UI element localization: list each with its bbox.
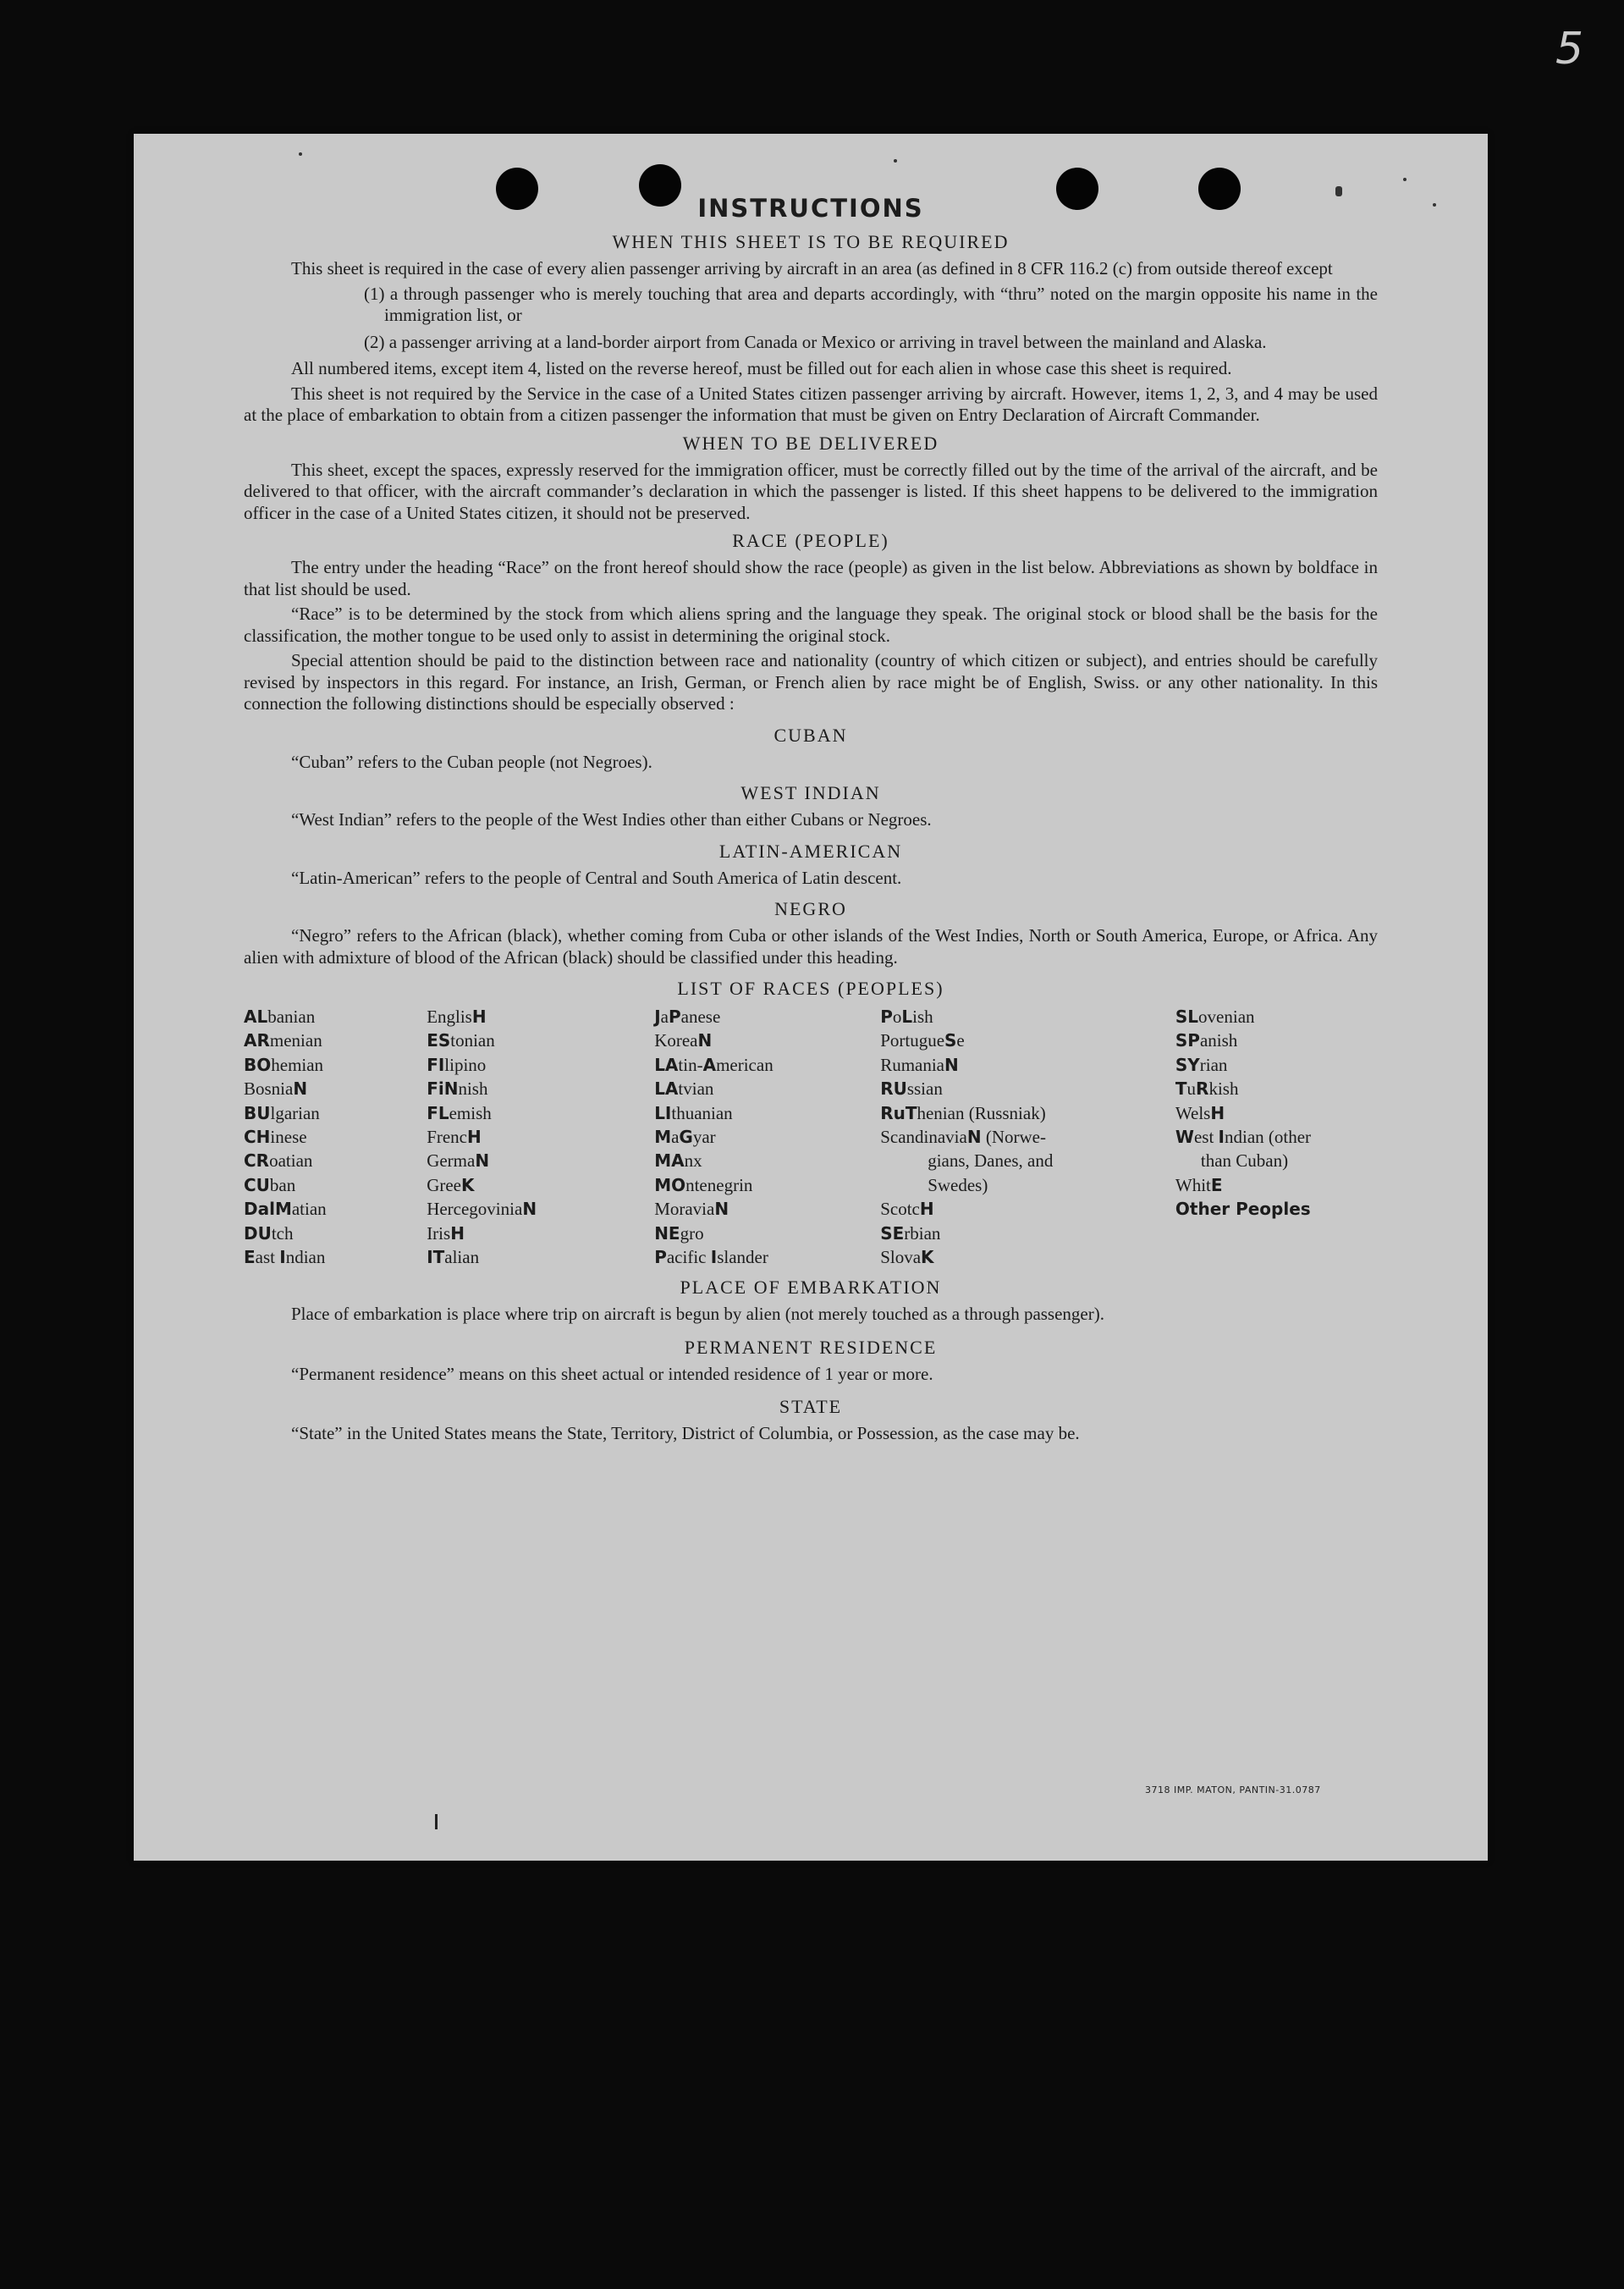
heading-place-of-embarkation: PLACE OF EMBARKATION [680, 1277, 942, 1299]
heading-when-required: WHEN THIS SHEET IS TO BE REQUIRED [612, 231, 1010, 252]
race-text: ssian [906, 1078, 943, 1100]
race-abbreviation: AR [244, 1030, 270, 1051]
race-text: Scotc [880, 1199, 920, 1220]
race-text: than Cuban) [1200, 1150, 1289, 1172]
race-entry [1175, 1101, 1378, 1125]
race-abbreviation: BO [244, 1054, 272, 1075]
race-abbreviation: N [522, 1199, 537, 1220]
race-abbreviation: CU [244, 1174, 270, 1195]
race-text: hemian [271, 1054, 324, 1075]
race-text: (Norwe- [981, 1127, 1046, 1148]
race-entry [427, 1101, 654, 1125]
race-abbreviation: LI [654, 1102, 672, 1123]
race-abbreviation: FL [427, 1102, 449, 1123]
race-entry [244, 1222, 427, 1245]
race-abbreviation: A [702, 1054, 717, 1075]
race-abbreviation: M [274, 1199, 292, 1220]
race-text: ovenian [1198, 1007, 1255, 1027]
race-entry [1175, 1029, 1378, 1052]
paragraph: “Permanent residence” means on this sheet actual or intended residence of 1 year or more. [291, 1363, 933, 1384]
race-abbreviation: SL [1175, 1007, 1199, 1027]
race-entry [880, 1173, 1175, 1197]
race-abbreviation: P [668, 1007, 681, 1027]
paragraph: “Cuban” refers to the Cuban people (not Negroes). [291, 751, 652, 772]
race-text: thuanian [671, 1102, 733, 1123]
speck [894, 159, 897, 163]
race-entry [880, 1245, 1175, 1269]
race-entry [654, 1077, 880, 1100]
race-text: gians, Danes, and [928, 1150, 1054, 1172]
race-abbreviation: SY [1175, 1054, 1200, 1075]
race-abbreviation: N [293, 1078, 308, 1100]
race-abbreviation: H [467, 1127, 482, 1148]
race-text: Scandinavia [880, 1127, 967, 1148]
race-abbreviation: S [944, 1030, 957, 1051]
race-abbreviation: ES [427, 1030, 451, 1051]
race-abbreviation: RU [880, 1078, 907, 1100]
race-entry [654, 1053, 880, 1077]
race-text: nish [458, 1078, 488, 1100]
race-entry [1175, 1173, 1378, 1197]
race-entry [654, 1125, 880, 1149]
race-text: kish [1208, 1078, 1239, 1100]
race-text: Hercegovinia [427, 1199, 523, 1220]
race-entry [880, 1101, 1175, 1125]
speck [1433, 203, 1436, 207]
race-abbreviation: MA [654, 1150, 685, 1172]
paragraph: This sheet is required in the case of every alien passenger arriving by aircraft in an area (as defined in 8 CFR 116.2 (c) from outside thereof except [291, 258, 1333, 279]
race-text: tonian [450, 1030, 495, 1051]
race-abbreviation: J [654, 1007, 661, 1027]
race-entry [427, 1005, 654, 1029]
race-abbreviation: R [1196, 1078, 1209, 1100]
list-item: (1) a through passenger who is merely touching that area and departs accordingly, with “thru” noted on the margin opposite his name in the immigration list, or [364, 283, 1378, 325]
race-text: Iris [427, 1222, 451, 1244]
sheet-content [244, 191, 1378, 1445]
race-text: e [956, 1030, 965, 1051]
heading-permanent-residence: PERMANENT RESIDENCE [684, 1336, 938, 1358]
list-item: (2) a passenger arriving at a land-border airport from Canada or Mexico or arriving in travel between the mainland and Alaska. [364, 331, 1267, 352]
race-abbreviation: N [443, 1078, 459, 1100]
race-entry [880, 1005, 1175, 1029]
race-text: oatian [269, 1150, 313, 1172]
race-abbreviation: Ru [880, 1102, 906, 1123]
page-title: INSTRUCTIONS [697, 194, 924, 223]
paragraph: “State” in the United States means the State, Territory, District of Columbia, or Possession, as the case may be. [291, 1423, 1080, 1444]
race-text: a [671, 1127, 680, 1148]
race-text: anish [1199, 1030, 1238, 1051]
race-text: ndian (other [1224, 1127, 1312, 1148]
race-abbreviation: T [905, 1102, 917, 1123]
race-abbreviation: H [919, 1199, 934, 1220]
race-text: ban [269, 1174, 296, 1195]
heading-negro: NEGRO [774, 898, 847, 919]
race-entry [654, 1149, 880, 1172]
race-abbreviation: SE [880, 1222, 905, 1244]
race-text: rbian [904, 1222, 941, 1244]
race-abbreviation: H [450, 1222, 465, 1244]
heading-west-indian: WEST INDIAN [740, 782, 881, 803]
paragraph: Special attention should be paid to the distinction between race and nationality (country of which citizen or subject), and entries should be carefully revised by inspectors in this regard. For instance, an Irish, German, or French alien by race might be of English, Swiss. or any other nationality. In this connection the following distinctions should be especially observed : [244, 650, 1378, 714]
race-text: ndian [285, 1247, 326, 1268]
race-text: tin- [678, 1054, 703, 1075]
paragraph: Place of embarkation is place where trip on aircraft is begun by alien (not merely touched as a through passenger). [291, 1304, 1104, 1325]
race-entry [880, 1149, 1175, 1172]
heading-state: STATE [779, 1396, 843, 1418]
race-text: Wels [1175, 1102, 1211, 1123]
race-abbreviation: MO [654, 1174, 686, 1195]
race-entry [427, 1077, 654, 1100]
race-text: alian [444, 1247, 480, 1268]
race-entry [244, 1101, 427, 1125]
race-abbreviation: H [471, 1007, 487, 1027]
race-text: emish [449, 1102, 492, 1123]
race-entry [427, 1173, 654, 1197]
race-entry [427, 1245, 654, 1269]
race-abbreviation: DU [244, 1222, 272, 1244]
race-entry [1175, 1005, 1378, 1029]
race-entry [880, 1053, 1175, 1077]
race-entry [654, 1005, 880, 1029]
race-text: Korea [654, 1030, 698, 1051]
race-text: ntenegrin [685, 1174, 753, 1195]
race-text: o [892, 1007, 902, 1027]
paragraph: All numbered items, except item 4, listed on the reverse hereof, must be filled out for each alien in whose case this sheet is required. [291, 358, 1232, 378]
race-abbreviation: E [244, 1247, 256, 1268]
race-entry [244, 1029, 427, 1052]
race-text: Germa [427, 1150, 476, 1172]
races-column [1175, 1005, 1378, 1269]
race-text: nx [684, 1150, 702, 1172]
race-abbreviation: Other Peoples [1175, 1199, 1311, 1220]
race-abbreviation: M [654, 1127, 672, 1148]
race-text: inese [270, 1127, 307, 1148]
race-abbreviation: N [475, 1150, 490, 1172]
race-entry [244, 1173, 427, 1197]
race-abbreviation: T [1175, 1078, 1187, 1100]
race-entry [1175, 1125, 1378, 1149]
race-entry [654, 1222, 880, 1245]
race-entry [1175, 1077, 1378, 1100]
pencil-tick [435, 1814, 438, 1829]
paragraph: This sheet, except the spaces, expressly reserved for the immigration officer, must be correctly filled out by the time of the arrival of the aircraft, and be delivered to that officer, with the aircraft commander’s declaration in which the passenger is listed. If this sheet happens to be delivered to the immigration officer in the case of a United States citizen, it should not be preserved. [244, 459, 1378, 523]
instruction-sheet [134, 134, 1488, 1861]
race-text: Portugue [880, 1030, 945, 1051]
races-column [880, 1005, 1175, 1269]
race-entry [654, 1173, 880, 1197]
race-abbreviation: N [714, 1199, 729, 1220]
speck [1403, 178, 1407, 181]
race-entry [244, 1077, 427, 1100]
race-entry [244, 1149, 427, 1172]
race-abbreviation: Fi [427, 1078, 444, 1100]
race-text: lipino [444, 1054, 487, 1075]
printer-imprint: 3718 IMP. MATON, PANTIN-31.0787 [1145, 1784, 1321, 1795]
race-abbreviation: K [461, 1174, 475, 1195]
race-abbreviation: I [1218, 1127, 1225, 1148]
race-text: ast [255, 1247, 280, 1268]
race-entry [244, 1245, 427, 1269]
race-abbreviation: G [679, 1127, 693, 1148]
race-abbreviation: FI [427, 1054, 445, 1075]
races-column [427, 1005, 654, 1269]
race-text: est [1193, 1127, 1219, 1148]
heading-latin-american: LATIN-AMERICAN [718, 840, 903, 862]
race-text: menian [269, 1030, 322, 1051]
race-abbreviation: CH [244, 1127, 271, 1148]
heading-cuban: CUBAN [773, 724, 848, 746]
race-abbreviation: E [1210, 1174, 1223, 1195]
race-text: tvian [678, 1078, 714, 1100]
races-column [654, 1005, 880, 1269]
race-entry [244, 1053, 427, 1077]
race-abbreviation: P [654, 1247, 667, 1268]
race-entry [654, 1101, 880, 1125]
race-abbreviation: K [921, 1247, 934, 1268]
race-entry [244, 1197, 427, 1221]
race-abbreviation: BU [244, 1102, 271, 1123]
race-entry [654, 1197, 880, 1221]
race-text: rian [1199, 1054, 1228, 1075]
race-text: banian [267, 1007, 316, 1027]
heading-list-of-races: LIST OF RACES (PEOPLES) [677, 978, 944, 999]
race-text: ish [912, 1007, 933, 1027]
race-text: Swedes) [928, 1174, 988, 1195]
race-abbreviation: I [710, 1247, 718, 1268]
race-text: yar [692, 1127, 716, 1148]
race-abbreviation: N [944, 1054, 959, 1075]
race-entry [244, 1005, 427, 1029]
race-text: Frenc [427, 1127, 468, 1148]
race-abbreviation: CR [244, 1150, 270, 1172]
race-entry [880, 1029, 1175, 1052]
race-abbreviation: SP [1175, 1030, 1200, 1051]
race-abbreviation: LA [654, 1078, 679, 1100]
paragraph: “Negro” refers to the African (black), whether coming from Cuba or other islands of the West Indies, North or South America, Europe, or Africa. Any alien with admixture of blood of the African (black) should be classified under this heading. [244, 925, 1378, 968]
race-abbreviation: N [966, 1127, 982, 1148]
race-entry [654, 1029, 880, 1052]
race-entry [654, 1245, 880, 1269]
race-entry [880, 1125, 1175, 1149]
heading-when-delivered: WHEN TO BE DELIVERED [682, 432, 939, 454]
paragraph: “Latin-American” refers to the people of Central and South America of Latin descent. [291, 867, 902, 888]
race-entry [427, 1125, 654, 1149]
race-abbreviation: IT [427, 1247, 445, 1268]
race-text: acific [666, 1247, 711, 1268]
race-text: Moravia [654, 1199, 715, 1220]
paragraph: The entry under the heading “Race” on the front hereof should show the race (people) as given in the list below. Abbreviations as shown by boldface in that list should be used. [244, 557, 1378, 599]
heading-race: RACE (PEOPLE) [732, 530, 889, 551]
race-text: merican [716, 1054, 773, 1075]
race-abbreviation: N [697, 1030, 713, 1051]
race-abbreviation: NE [654, 1222, 680, 1244]
race-entry [880, 1222, 1175, 1245]
race-entry [427, 1197, 654, 1221]
race-text: lgarian [270, 1102, 320, 1123]
race-entry [427, 1222, 654, 1245]
race-text: Whit [1175, 1174, 1211, 1195]
race-abbreviation: W [1175, 1127, 1194, 1148]
race-abbreviation: H [1210, 1102, 1225, 1123]
race-entry [880, 1077, 1175, 1100]
race-text: Englis [427, 1007, 472, 1027]
speck [299, 152, 302, 156]
paragraph: “West Indian” refers to the people of the West Indies other than either Cubans or Negroes. [291, 809, 932, 830]
race-entry [427, 1149, 654, 1172]
race-abbreviation: L [901, 1007, 913, 1027]
race-text: Rumania [880, 1054, 945, 1075]
race-abbreviation: LA [654, 1054, 679, 1075]
race-entry [427, 1053, 654, 1077]
races-column [244, 1005, 427, 1269]
race-entry [1175, 1197, 1378, 1221]
paragraph: “Race” is to be determined by the stock from which aliens spring and the language they speak. The original stock or blood shall be the basis for the classification, the mother tongue to be used only to assist in determining the original stock. [244, 604, 1378, 646]
race-text: gro [680, 1222, 704, 1244]
race-text: anese [680, 1007, 721, 1027]
race-abbreviation: AL [244, 1007, 268, 1027]
race-text: Slova [880, 1247, 922, 1268]
race-abbreviation: Dal [244, 1199, 275, 1220]
corner-handwritten-mark: 5 [1555, 24, 1584, 74]
race-entry [880, 1197, 1175, 1221]
race-text: Gree [427, 1174, 461, 1195]
race-entry [427, 1029, 654, 1052]
race-text: a [660, 1007, 669, 1027]
race-text: henian (Russniak) [917, 1102, 1046, 1123]
races-list [244, 1005, 1378, 1269]
race-entry [1175, 1053, 1378, 1077]
race-text: atian [291, 1199, 327, 1220]
race-text: tch [271, 1222, 294, 1244]
race-entry [244, 1125, 427, 1149]
race-text: u [1186, 1078, 1197, 1100]
race-text: Bosnia [244, 1078, 294, 1100]
paragraph: This sheet is not required by the Service in the case of a United States citizen passenger arriving by aircraft. However, items 1, 2, 3, and 4 may be used at the place of embarkation to obtain from a citizen passenger the information that must be given on Entry Declaration of Aircraft Commander. [244, 383, 1378, 425]
race-entry [1175, 1149, 1378, 1172]
race-abbreviation: I [279, 1247, 286, 1268]
race-abbreviation: P [880, 1007, 893, 1027]
race-text: slander [717, 1247, 768, 1268]
